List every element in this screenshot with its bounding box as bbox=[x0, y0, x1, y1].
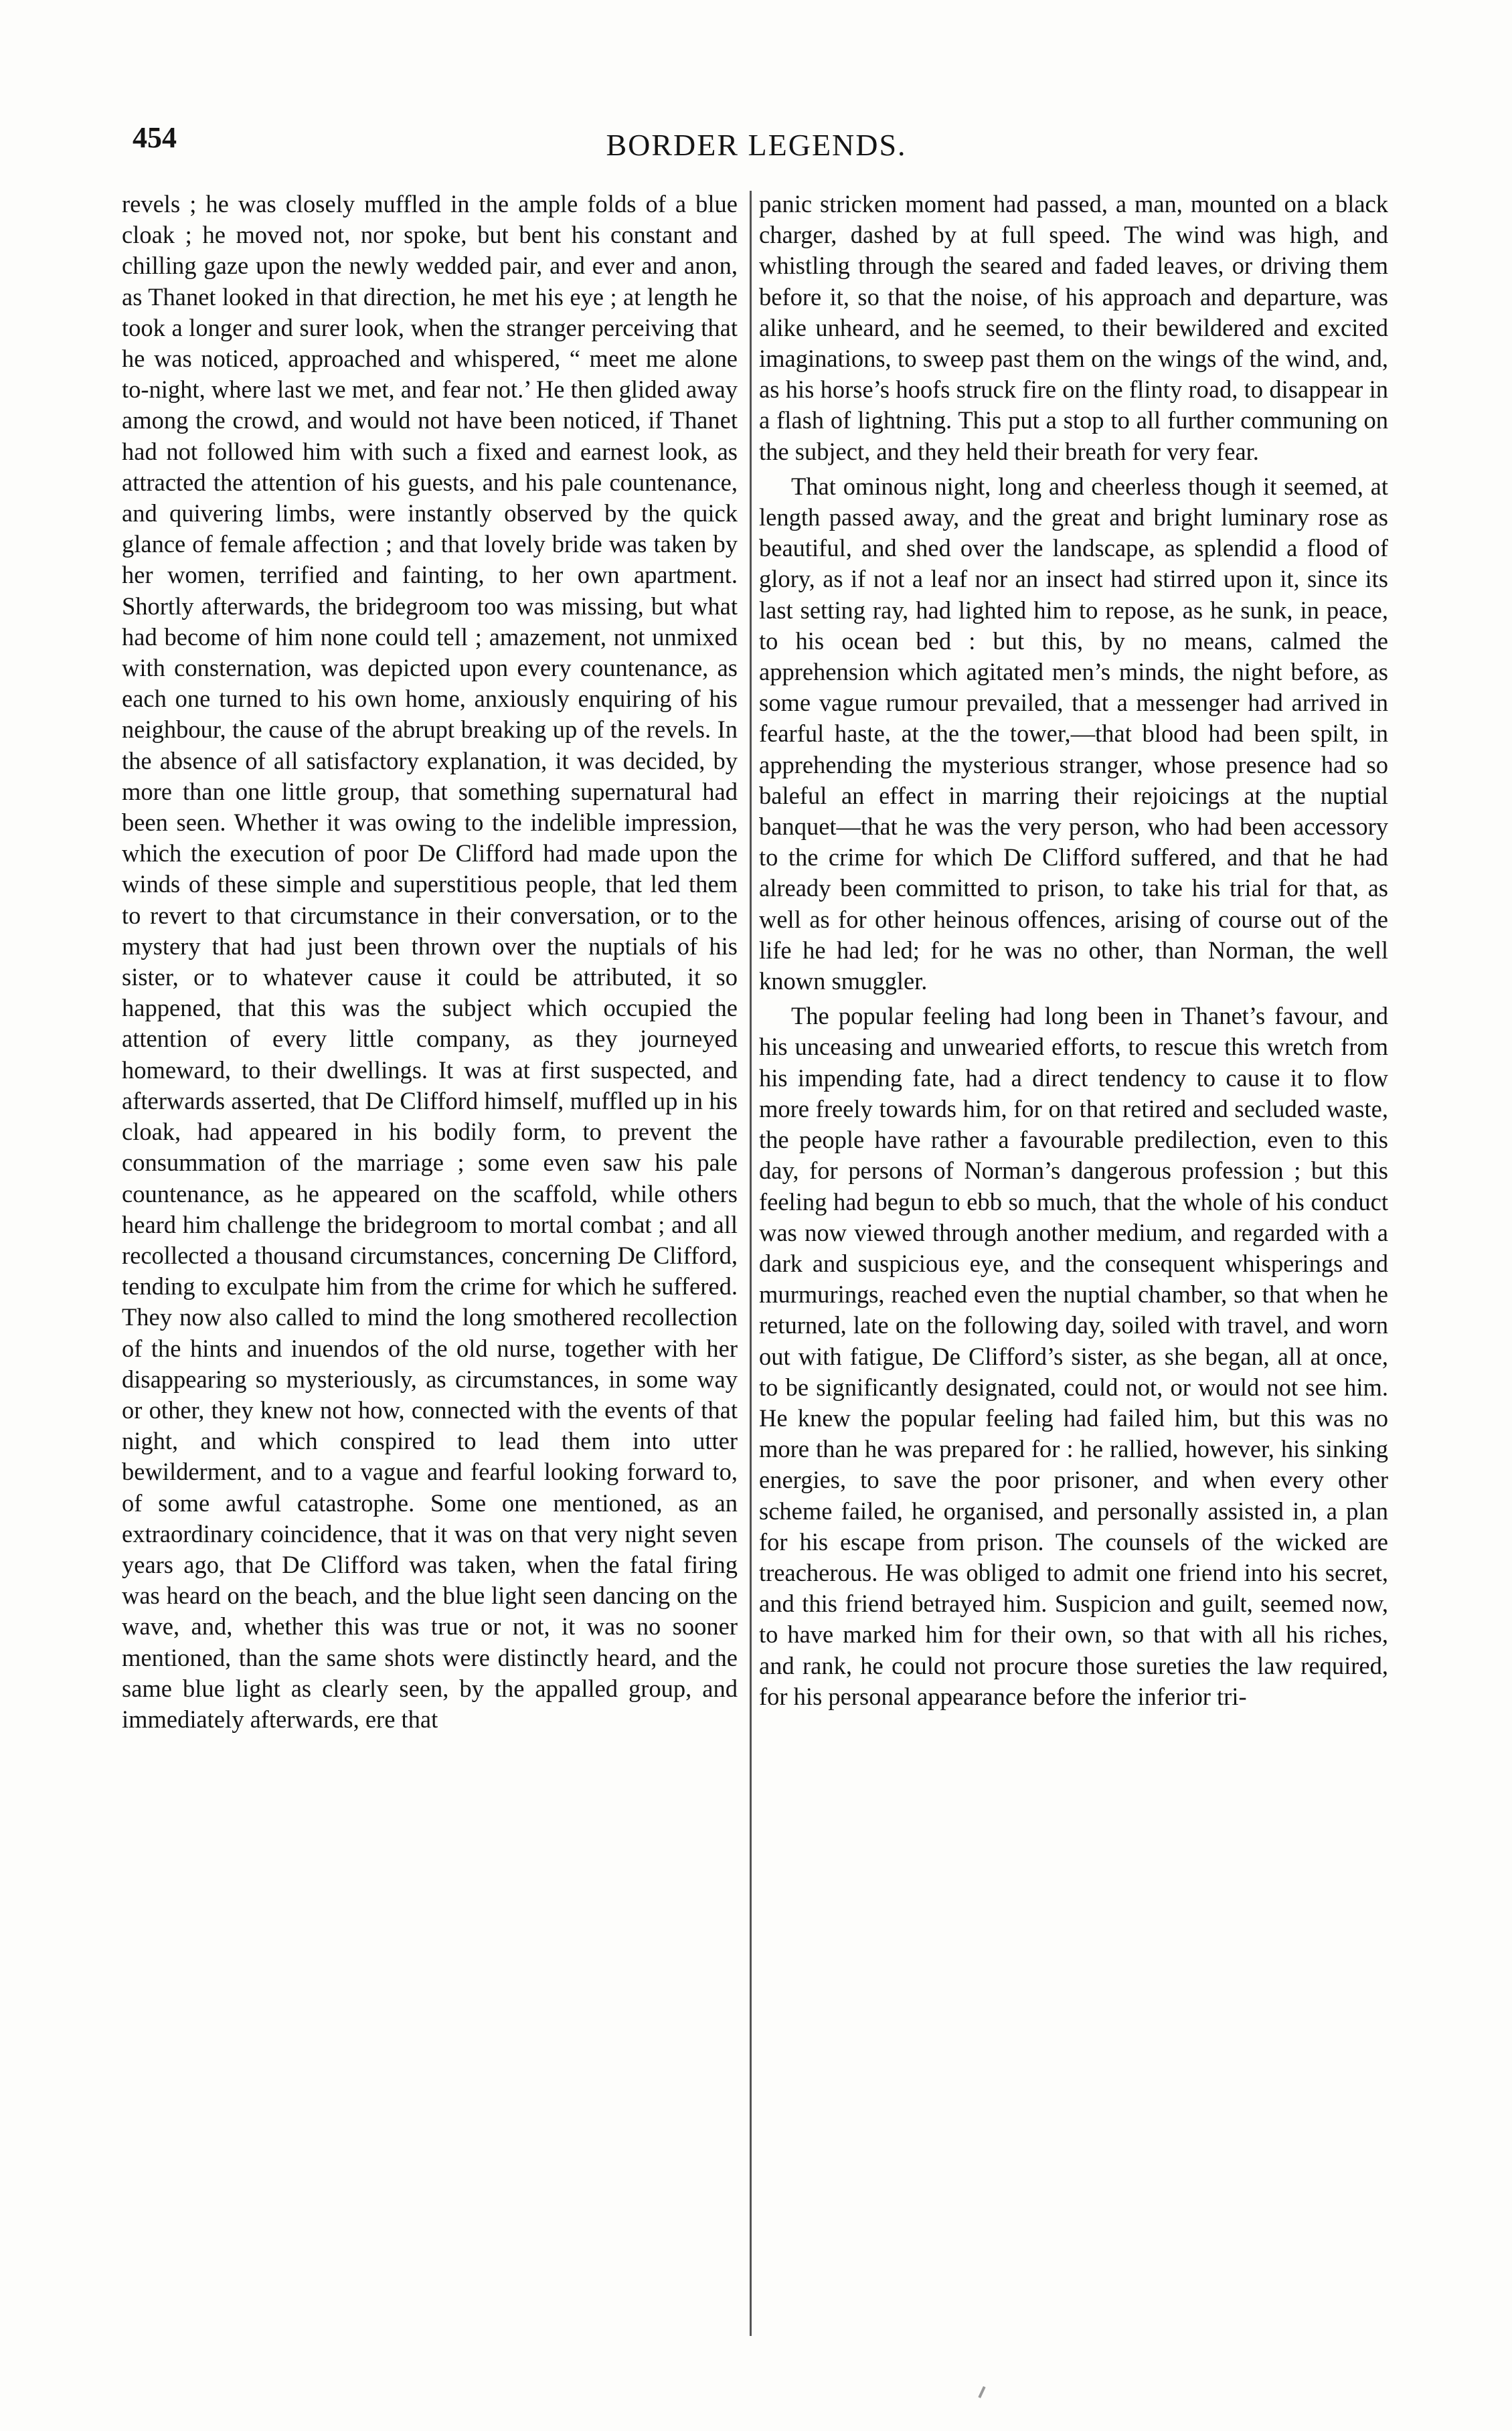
page-number: 454 bbox=[133, 121, 177, 154]
paragraph: The popular feeling had long been in Thanet’s favour, and his unceasing and unwearied efforts, to rescue this wretch from his impending fate, had a direct tendency to cause it to flow more freely towards him, for on that retired and secluded waste, the people have rather a favourable predilection, even to this day, for persons of Norman’s dangerous profession ; but this feeling had begun to ebb so much, that the whole of his conduct was now viewed through another medium, and regarded with a dark and suspicious eye, and the consequent whisperings and murmurings, reached even the nuptial chamber, so that when he returned, late on the following day, soiled with travel, and worn out with fatigue, De Clifford’s sister, as she began, all at once, to be significantly designated, could not, or would not see him. He knew the popular feeling had failed him, but this was no more than he was prepared for : he rallied, however, his sinking energies, to save the poor prisoner, and when every other scheme failed, he organised, and personally assisted in, a plan for his escape from prison. The counsels of the wicked are treacherous. He was obliged to admit one friend into his secret, and this friend betrayed him. Suspicion and guilt, seemed now, to have marked him for their own, so that with all his riches, and rank, he could not procure those sureties the law required, for his personal appearance before the inferior tri- bbox=[759, 1002, 1388, 1710]
paragraph: That ominous night, long and cheerless though it seemed, at length passed away, and the great and bright luminary rose as beautiful, and shed over the landscape, as splendid a flood of glory, as if not a leaf nor an insect had stirred upon it, since its last setting ray, had lighted him to repose, as he sunk, in peace, to his ocean bed : but this, by no means, calmed the apprehension which agitated men’s minds, the night before, as some vague rumour prevailed, that a messenger had arrived in fearful haste, at the the tower,—that blood had been spilt, in apprehending the mysterious stranger, whose presence had so baleful an effect in marring their rejoicings at the nuptial banquet—that he was the very person, who had been accessory to the crime for which De Clifford suffered, and that he had already been committed to prison, to take his trial for that, as well as for other heinous offences, arising of course out of the life he had led; for he was no other, than Norman, the well known smuggler. bbox=[759, 472, 1388, 995]
right-text-column bbox=[759, 189, 1388, 2364]
paragraph: panic stricken moment had passed, a man, mounted on a black charger, dashed by at full speed. The wind was high, and whistling through the seared and faded leaves, or driving them before it, so that the noise, of his approach and departure, was alike unheard, and he seemed, to their bewildered and excited imaginations, to sweep past them on the wings of the wind, and, as his horse’s hoofs struck fire on the flinty road, to disappear in a flash of lightning. This put a stop to all further communing on the subject, and they held their breath for very fear. bbox=[759, 190, 1388, 465]
running-title: BORDER LEGENDS. bbox=[606, 128, 907, 162]
column-divider bbox=[750, 191, 752, 2336]
paragraph: revels ; he was closely muffled in the ample folds of a blue cloak ; he moved not, nor spoke, but bent his constant and chilling gaze upon the newly wedded pair, and ever and anon, as Thanet looked in that direction, he met his eye ; at length he took a longer and surer look, when the stranger perceiving that he was noticed, approached and whispered, “ meet me alone to-night, where last we met, and fear not.’ He then glided away among the crowd, and would not have been noticed, if Thanet had not followed him with such a fixed and earnest look, as attracted the attention of his guests, and his pale countenance, and quivering limbs, were instantly observed by the quick glance of female affection ; and that lovely bride was taken by her women, terrified and fainting, to her own apartment. Shortly afterwards, the bridegroom too was missing, but what had become of him none could tell ; amazement, not unmixed with consternation, was depicted upon every countenance, as each one turned to his own home, anxiously enquiring of his neighbour, the cause of the abrupt breaking up of the revels. In the absence of all satisfactory explanation, it was decided, by more than one little group, that something supernatural had been seen. Whether it was owing to the indelible impression, which the execution of poor De Clifford had made upon the winds of these simple and superstitious people, that led them to revert to that circumstance in their conversation, or to the mystery that had just been thrown over the nuptials of his sister, or to whatever cause it could be attributed, it so happened, that this was the subject which occupied the attention of every little company, as they journeyed homeward, to their dwellings. It was at first suspected, and afterwards asserted, that De Clifford himself, muffled up in his cloak, had appeared in his bodily form, to prevent the consummation of the marriage ; some even saw his pale countenance, as he appeared on the scaffold, while others heard him challenge the bridegroom to mortal combat ; and all recollected a thousand circumstances, concerning De Clifford, tending to exculpate him from the crime for which he suffered. They now also called to mind the long smothered recollection of the hints and inuendos of the old nurse, together with her disappearing so mysteriously, as circumstances, in some way or other, they knew not how, connected with the events of that night, and which conspired to lead them into utter bewilderment, and to a vague and fearful looking forward to, of some awful catastrophe. Some one mentioned, as an extraordinary coincidence, that it was on that very night seven years ago, that De Clifford was taken, when the fatal firing was heard on the beach, and the blue light seen dancing on the wave, and, whether this was true or not, it was no sooner mentioned, than the same shots were distinctly heard, and the same blue light as clearly seen, by the appalled group, and immediately afterwards, ere that bbox=[122, 190, 738, 1733]
left-text-column bbox=[122, 189, 738, 2364]
print-mark bbox=[978, 2386, 985, 2398]
